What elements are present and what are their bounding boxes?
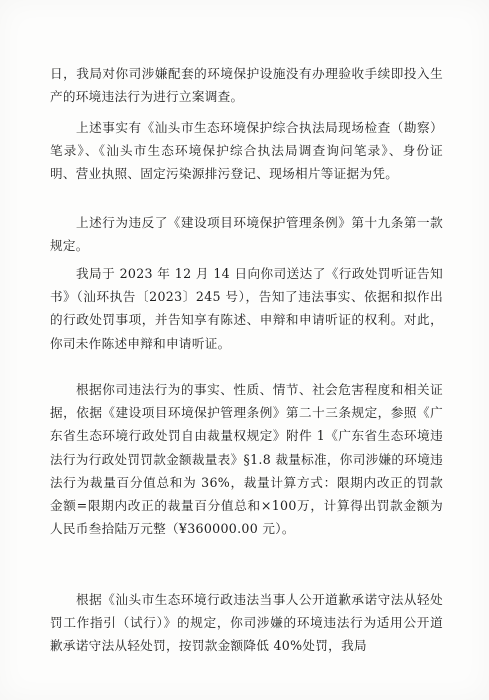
paragraph-hearing-notice: 我局于 2023 年 12 月 14 日向你司送达了《行政处罚听证告知书》（汕环执告〔2023〕245 号），告知了违法事实、依据和拟作出的行政处罚事项，并告知享有陈述、申辩和申请听证的权利。对此，你司未作陈述申辩和申请听证。	[50, 266, 443, 351]
paragraph-penalty-basis: 根据你司违法行为的事实、性质、情节、社会危害程度和相关证据，依据《建设项目环境保护管理条例》第二十三条规定，参照《广东省生态环境行政处罚自由裁量权规定》附件 1《广东省生态环境违法行为行政处罚罚款金额裁量表》§1.8 裁量标准，你司涉嫌的环境违法行为裁量百分值总和为 36%，裁量计算方式：限期内改正的罚款金额=限期内改正的裁量百分值总和×100万，计算得出罚款金额为人民币叁拾陆万元整（¥360000.00 元）。	[50, 382, 443, 537]
paragraph-violation: 上述行为违反了《建设项目环境保护管理条例》第十九条第一款规定。	[50, 215, 443, 254]
paragraph-investigation: 日，我局对你司涉嫌配套的环境保护设施没有办理验收手续即投入生产的环境违法行为进行立案调查。	[50, 66, 443, 105]
paragraph-evidence: 上述事实有《汕头市生态环境保护综合执法局现场检查（勘察）笔录》、《汕头市生态环境保护综合执法局调查询问笔录》、身份证明、营业执照、固定污染源排污登记、现场相片等证据为凭。	[50, 120, 443, 182]
paragraph-leniency: 根据《汕头市生态环境行政违法当事人公开道歉承诺守法从轻处罚工作指引（试行）》的规定，你司涉嫌的环境违法行为适用公开道歉承诺守法从轻处罚，按罚款金额降低 40%处罚，我局	[50, 592, 443, 654]
